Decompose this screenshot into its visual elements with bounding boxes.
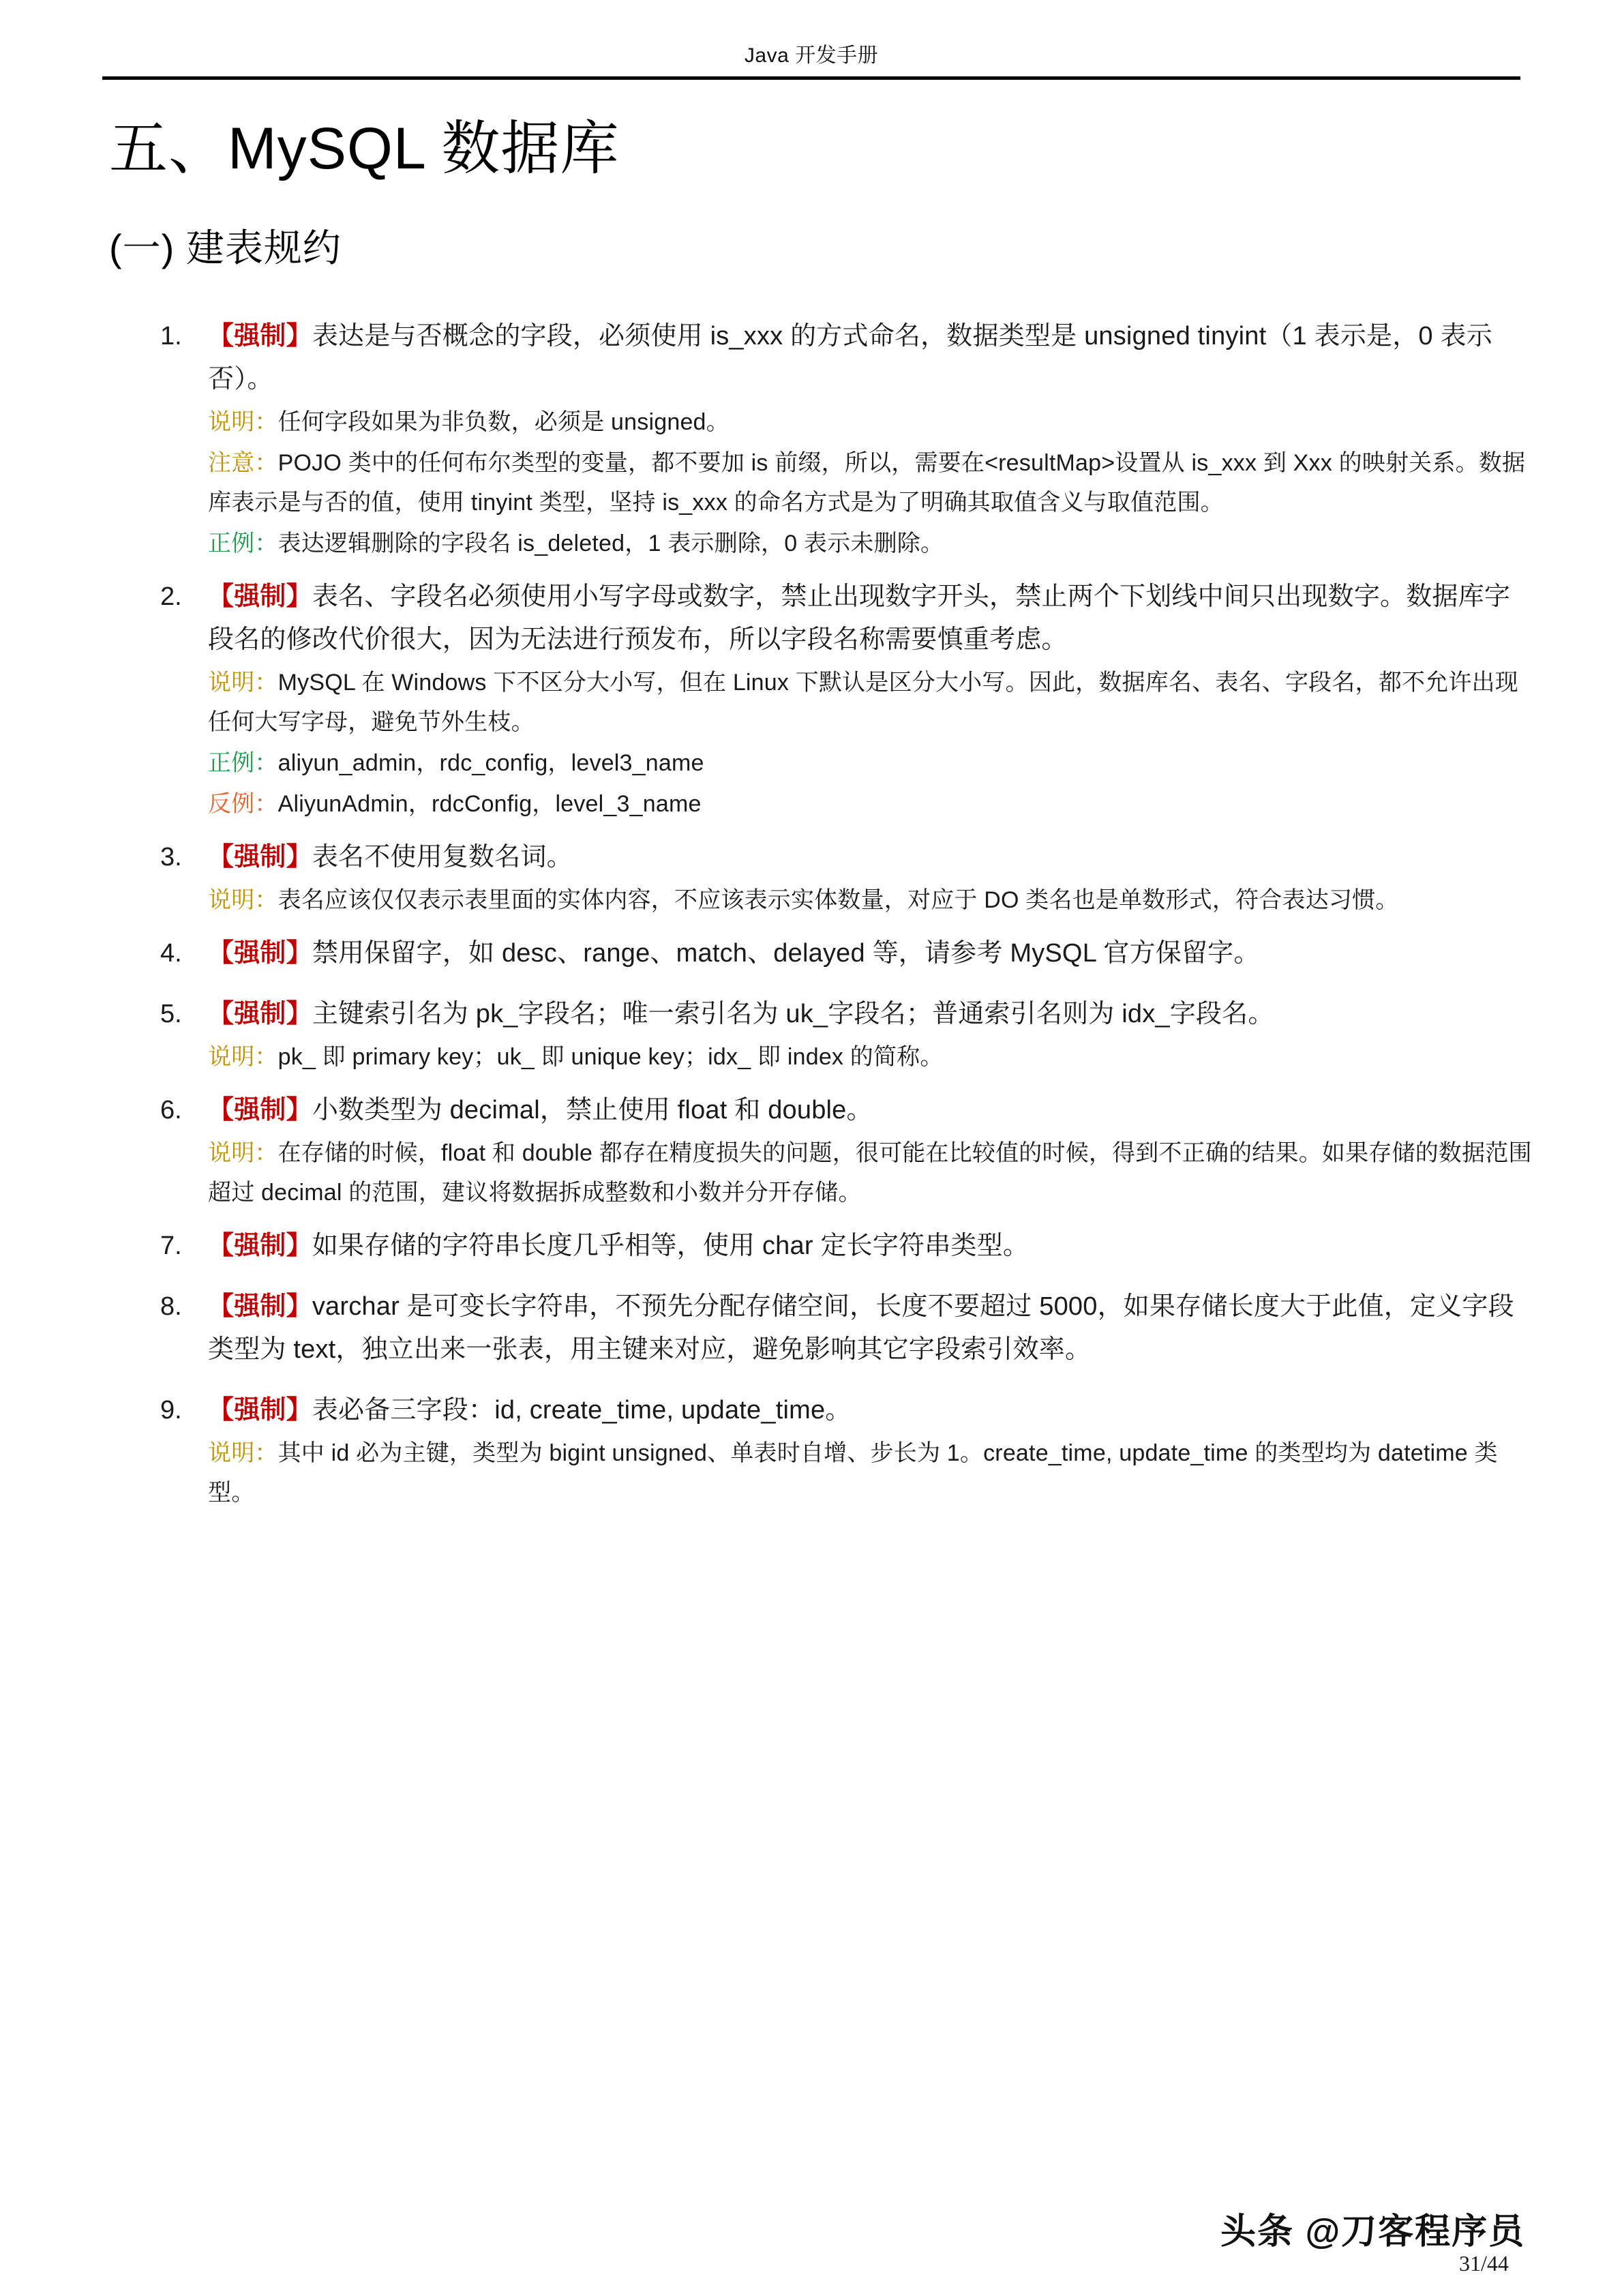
- rule-number: 9.: [160, 1396, 182, 1425]
- note-label-shuoming: 说明：: [208, 1440, 278, 1466]
- rule-note-shuoming: [208, 880, 1534, 920]
- rule-note-zhuyi: [208, 443, 1534, 522]
- note-label-shuoming: 说明：: [208, 887, 278, 913]
- running-header: [102, 42, 1520, 80]
- rule-text: [208, 1285, 1534, 1371]
- rule-text: [208, 315, 1534, 401]
- mandatory-badge: 【强制】: [208, 939, 312, 968]
- note-text: POJO 类中的任何布尔类型的变量，都不要加 is 前缀，所以，需要在<resultMap>设置从 is_xxx 到 Xxx 的映射关系。数据库表示是与否的值，使用 tinyint 类型，坚持 is_xxx 的命名方式是为了明确其取值含义与取值范围。: [208, 450, 1526, 516]
- rule-body: 表名不使用复数名词。: [312, 843, 573, 871]
- rule-number: 8.: [160, 1292, 182, 1321]
- rule-item: [102, 836, 1534, 920]
- note-text: MySQL 在 Windows 下不区分大小写，但在 Linux 下默认是区分大小写。因此，数据库名、表名、字段名，都不允许出现任何大写字母，避免节外生枝。: [208, 670, 1518, 735]
- rule-body: 表必备三字段：id, create_time, update_time。: [312, 1396, 852, 1425]
- mandatory-badge: 【强制】: [208, 582, 312, 611]
- rule-number: 7.: [160, 1232, 182, 1260]
- note-label-zhuyi: 注意：: [208, 450, 278, 476]
- mandatory-badge: 【强制】: [208, 1096, 312, 1124]
- mandatory-badge: 【强制】: [208, 1396, 312, 1425]
- rule-number: 4.: [160, 939, 182, 968]
- rule-text: [208, 1089, 1534, 1132]
- rule-item: [102, 1225, 1534, 1268]
- page-number: 31/44: [1459, 2251, 1509, 2276]
- rule-text: [208, 932, 1534, 975]
- rule-body: 如果存储的字符串长度几乎相等，使用 char 定长字符串类型。: [312, 1232, 1030, 1260]
- rule-item: [102, 932, 1534, 975]
- mandatory-badge: 【强制】: [208, 1292, 312, 1321]
- rule-note-shuoming: [208, 1133, 1534, 1212]
- rule-item: [102, 576, 1534, 824]
- rule-item: [102, 1285, 1534, 1371]
- rule-number: 1.: [160, 322, 182, 351]
- rule-text: [208, 1225, 1534, 1268]
- rule-body: 主键索引名为 pk_字段名；唯一索引名为 uk_字段名；普通索引名则为 idx_字段名。: [312, 1000, 1274, 1028]
- note-label-zhengli: 正例：: [208, 531, 278, 556]
- mandatory-badge: 【强制】: [208, 1000, 312, 1028]
- note-label-shuoming: 说明：: [208, 670, 278, 696]
- rule-text: [208, 576, 1534, 661]
- rule-number: 3.: [160, 843, 182, 871]
- mandatory-badge: 【强制】: [208, 1232, 312, 1260]
- note-text: 表名应该仅仅表示表里面的实体内容，不应该表示实体数量，对应于 DO 类名也是单数形式，符合表达习惯。: [277, 887, 1399, 913]
- section-heading: (一) 建表规约: [109, 226, 342, 269]
- note-text: 在存储的时候，float 和 double 都存在精度损失的问题，很可能在比较值的时候，得到不正确的结果。如果存储的数据范围超过 decimal 的范围，建议将数据拆成整数和小数并分开存储。: [208, 1140, 1532, 1206]
- note-text: aliyun_admin，rdc_config，level3_name: [277, 750, 704, 776]
- rule-number: 6.: [160, 1096, 182, 1124]
- header-divider: [102, 76, 1520, 80]
- rule-item: [102, 1389, 1534, 1512]
- note-text: pk_ 即 primary key；uk_ 即 unique key；idx_ 即 index 的简称。: [277, 1044, 944, 1070]
- rule-note-zhengli: [208, 743, 1534, 783]
- chapter-heading: 五、MySQL 数据库: [109, 116, 620, 181]
- rule-note-fanli: [208, 784, 1534, 824]
- note-label-shuoming: 说明：: [208, 1044, 278, 1070]
- rule-body: 小数类型为 decimal，禁止使用 float 和 double。: [312, 1096, 873, 1124]
- rule-body: varchar 是可变长字符串，不预先分配存储空间，长度不要超过 5000，如果存储长度大于此值，定义字段类型为 text，独立出来一张表，用主键来对应，避免影响其它字段索引效率。: [208, 1292, 1514, 1364]
- note-text: 其中 id 必为主键，类型为 bigint unsigned、单表时自增、步长为 1。create_time, update_time 的类型均为 datetime 类型。: [208, 1440, 1498, 1506]
- rule-text: [208, 993, 1534, 1036]
- note-label-shuoming: 说明：: [208, 409, 278, 435]
- rule-note-shuoming: [208, 1037, 1534, 1077]
- rule-note-shuoming: [208, 1433, 1534, 1512]
- rule-text: [208, 1389, 1534, 1432]
- rule-note-shuoming: [208, 402, 1534, 442]
- note-text: AliyunAdmin，rdcConfig，level_3_name: [277, 791, 702, 817]
- watermark: 头条 @刀客程序员: [1220, 2212, 1526, 2252]
- note-text: 表达逻辑删除的字段名 is_deleted，1 表示删除，0 表示未删除。: [277, 531, 944, 556]
- running-header-title: Java 开发手册: [744, 44, 879, 67]
- rule-item: [102, 993, 1534, 1077]
- rules-list: [102, 315, 1534, 1525]
- rule-note-shuoming: [208, 663, 1534, 742]
- rule-number: 2.: [160, 582, 182, 611]
- rule-item: [102, 315, 1534, 563]
- rule-body: 表达是与否概念的字段，必须使用 is_xxx 的方式命名，数据类型是 unsigned tinyint（1 表示是，0 表示否）。: [208, 322, 1492, 393]
- note-label-shuoming: 说明：: [208, 1140, 278, 1166]
- mandatory-badge: 【强制】: [208, 843, 312, 871]
- rule-body: 表名、字段名必须使用小写字母或数字，禁止出现数字开头，禁止两个下划线中间只出现数字。数据库字段名的修改代价很大，因为无法进行预发布，所以字段名称需要慎重考虑。: [208, 582, 1511, 654]
- rule-note-zhengli: [208, 524, 1534, 563]
- mandatory-badge: 【强制】: [208, 322, 312, 351]
- rule-body: 禁用保留字，如 desc、range、match、delayed 等，请参考 MySQL 官方保留字。: [312, 939, 1260, 968]
- rule-number: 5.: [160, 1000, 182, 1028]
- note-text: 任何字段如果为非负数，必须是 unsigned。: [277, 409, 730, 435]
- note-label-zhengli: 正例：: [208, 750, 278, 776]
- note-label-fanli: 反例：: [208, 791, 278, 817]
- rule-item: [102, 1089, 1534, 1212]
- rule-text: [208, 836, 1534, 879]
